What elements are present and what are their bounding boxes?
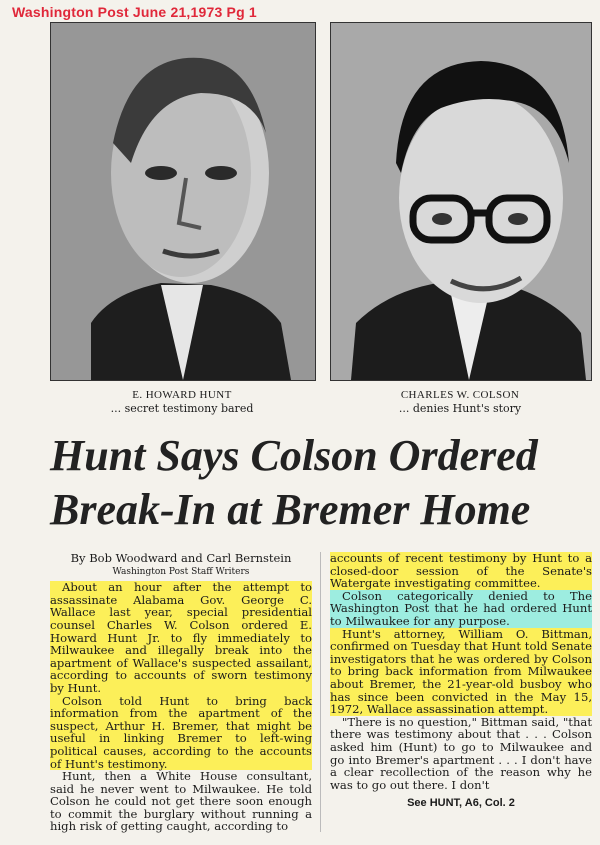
headline [50, 430, 590, 536]
caption-hunt [50, 388, 314, 416]
article-paragraph: accounts of recent testimony by Hunt to a closed-door session of the Senate's Watergate investigating committee. [330, 551, 592, 591]
caption-hunt-name: E. HOWARD HUNT [132, 389, 232, 401]
portrait-colson-image [331, 23, 591, 380]
jump-line: See HUNT, A6, Col. 2 [407, 797, 515, 810]
caption-colson-name: CHARLES W. COLSON [400, 389, 520, 401]
caption-colson-text: ... denies Hunt's story [398, 402, 522, 415]
photo-colson [330, 22, 592, 381]
caption-colson [330, 388, 590, 416]
byline-authors: By Bob Woodward and Carl Bernstein [70, 551, 292, 565]
article-paragraph: About an hour after the attempt to assassinate Alabama Gov. George C. Wallace last year, special presidential counsel Charles W. Colson ordered E. Howard Hunt Jr. to fly immediately to Milwaukee and illegally break into the apartment of Wallace's suspected assailant, according to accounts of sworn testimony by Hunt. [50, 580, 312, 695]
headline-line-2: Break-In at Bremer Home [50, 485, 531, 534]
source-stamp: Washington Post June 21,1973 Pg 1 [12, 4, 257, 20]
photo-hunt [50, 22, 316, 381]
portrait-hunt-image [51, 23, 315, 380]
byline-staff: Washington Post Staff Writers [112, 566, 250, 577]
caption-hunt-text: ... secret testimony bared [110, 402, 254, 415]
headline-line-1: Hunt Says Colson Ordered [50, 431, 538, 480]
article-paragraph: Hunt, then a White House consultant, said he never went to Milwaukee. He told Colson he could not get there soon enough to commit the burglary without running a high risk of getting caught, according to [50, 769, 312, 834]
article-column-right [330, 552, 592, 810]
article-column-left [50, 552, 312, 833]
article-paragraph: "There is no question," Bittman said, "that there was testimony about that . . . Colson asked him (Hunt) to go to Milwaukee and go into Bremer's apartment . . . I don't have a clear recollection of the reason why he was to go out there. I don't [330, 714, 592, 792]
column-divider [320, 552, 321, 832]
article-paragraph: Colson told Hunt to bring back information from the apartment of the suspect, Arthur H. Bremer, that might be useful in linking Bremer to left-wing political causes, according to the accounts of Hunt's testimony. [50, 693, 312, 771]
article-paragraph: Colson categorically denied to The Washington Post that he had ordered Hunt to Milwaukee for any purpose. [330, 588, 592, 628]
article-paragraph: Hunt's attorney, William O. Bittman, confirmed on Tuesday that Hunt told Senate investigators that he was ordered by Colson to bring back information from Milwaukee about Bremer, the 21-year-old busboy who has since been convicted in the May 15, 1972, Wallace assassination attempt. [330, 626, 592, 717]
